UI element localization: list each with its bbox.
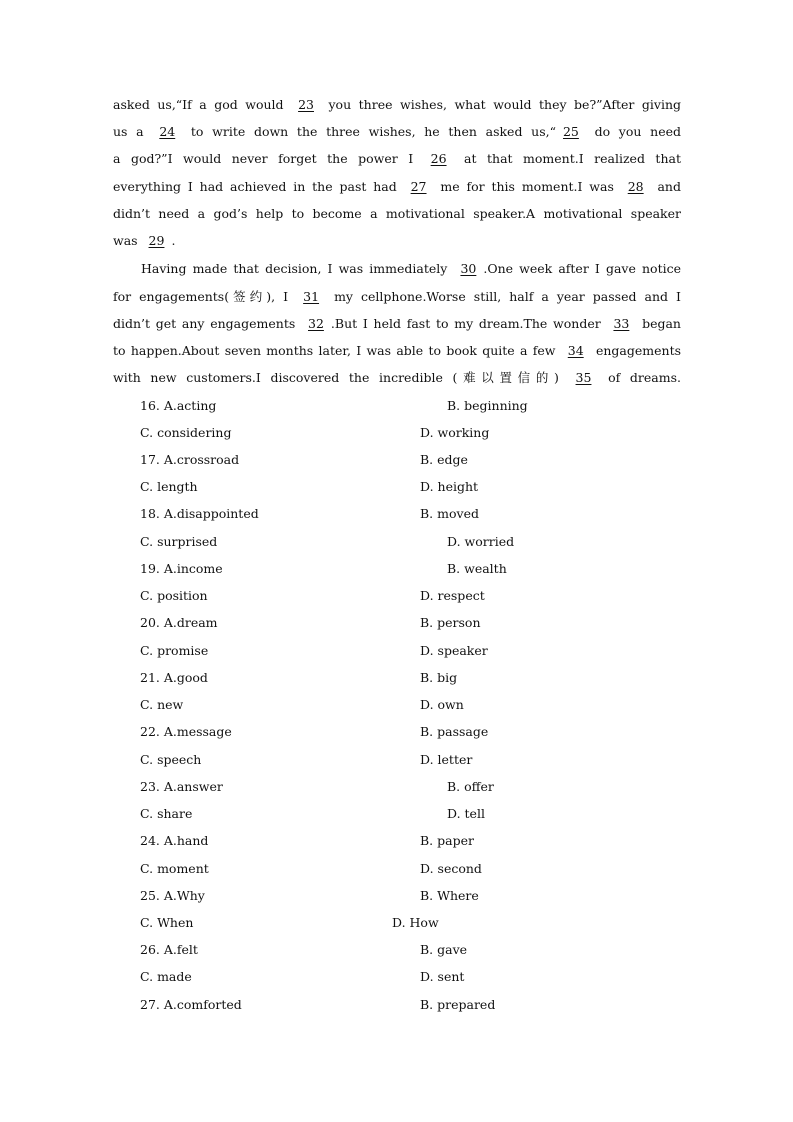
option-left: 21. A.good <box>140 670 208 685</box>
option-left: C. speech <box>140 752 202 767</box>
blank-29: 29 <box>148 233 165 248</box>
blank-31: 31 <box>303 289 320 304</box>
option-left: 17. A.crossroad <box>140 452 240 467</box>
option-right: B. passage <box>420 724 489 739</box>
blank-26: 26 <box>430 151 447 166</box>
blank-35: 35 <box>575 370 592 385</box>
text-line: us a 24 to write down the three wishes, he then asked us,“ 25 do you need <box>113 122 681 142</box>
option-left: C. share <box>140 806 193 821</box>
text-line: a god?”I would never forget the power I 26 at that moment.I realized that <box>113 149 681 169</box>
option-left: 22. A.message <box>140 724 232 739</box>
option-left: 23. A.answer <box>140 779 223 794</box>
option-left: 24. A.hand <box>140 833 209 848</box>
text-line: didn’t need a god’s help to become a motivational speaker.A motivational speaker <box>113 206 681 221</box>
blank-30: 30 <box>460 261 477 276</box>
option-left: C. new <box>140 697 184 712</box>
text-line: Having made that decision, I was immediately 30 .One week after I gave notice <box>141 259 681 279</box>
option-right: D. How <box>392 915 439 930</box>
option-right: D. tell <box>447 806 485 821</box>
option-right: B. moved <box>420 506 479 521</box>
blank-33: 33 <box>613 316 630 331</box>
option-right: B. person <box>420 615 481 630</box>
blank-23: 23 <box>298 97 314 112</box>
option-right: B. paper <box>420 833 474 848</box>
blank-32: 32 <box>308 316 324 331</box>
text-line: was 29 . <box>113 231 681 251</box>
option-left: C. length <box>140 479 198 494</box>
option-right: D. sent <box>420 969 465 984</box>
option-left: 25. A.Why <box>140 888 205 903</box>
option-right: B. gave <box>420 942 468 957</box>
option-left: C. considering <box>140 425 232 440</box>
option-right: D. letter <box>420 752 473 767</box>
option-right: B. offer <box>447 779 494 794</box>
option-left: C. made <box>140 969 192 984</box>
text-line: asked us,“If a god would 23 you three wishes, what would they be?”After giving <box>113 95 681 115</box>
option-left: 18. A.disappointed <box>140 506 259 521</box>
option-right: B. prepared <box>420 997 496 1012</box>
option-left: C. position <box>140 588 208 603</box>
option-right: B. wealth <box>447 561 507 576</box>
option-right: D. own <box>420 697 464 712</box>
text-line: didn’t get any engagements 32 .But I held fast to my dream.The wonder 33 began <box>113 314 681 334</box>
blank-28: 28 <box>627 179 644 194</box>
option-right: B. Where <box>420 888 479 903</box>
option-left: C. promise <box>140 643 209 658</box>
option-right: D. speaker <box>420 643 488 658</box>
option-right: B. edge <box>420 452 468 467</box>
option-left: 19. A.income <box>140 561 223 576</box>
text-line: to happen.About seven months later, I was able to book quite a few 34 engagements <box>113 341 681 361</box>
blank-25: 25 <box>562 124 579 139</box>
blank-27: 27 <box>410 179 427 194</box>
blank-24: 24 <box>159 124 176 139</box>
option-right: D. height <box>420 479 479 494</box>
option-left: C. surprised <box>140 534 218 549</box>
text-line: with new customers.I discovered the incredible (难以置信的) 35 of dreams. <box>113 368 681 388</box>
option-left: 27. A.comforted <box>140 997 242 1012</box>
option-left: C. When <box>140 915 194 930</box>
option-right: B. big <box>420 670 458 685</box>
option-right: D. respect <box>420 588 485 603</box>
option-left: 26. A.felt <box>140 942 198 957</box>
option-right: D. working <box>420 425 490 440</box>
option-right: D. worried <box>447 534 515 549</box>
option-left: 16. A.acting <box>140 398 217 413</box>
option-left: C. moment <box>140 861 209 876</box>
text-line: for engagements(签约), I 31 my cellphone.Worse still, half a year passed and I <box>113 287 681 307</box>
text-line: everything I had achieved in the past had 27 me for this moment.I was 28 and <box>113 177 681 197</box>
option-right: D. second <box>420 861 482 876</box>
option-right: B. beginning <box>447 398 528 413</box>
blank-34: 34 <box>567 343 584 358</box>
option-left: 20. A.dream <box>140 615 218 630</box>
